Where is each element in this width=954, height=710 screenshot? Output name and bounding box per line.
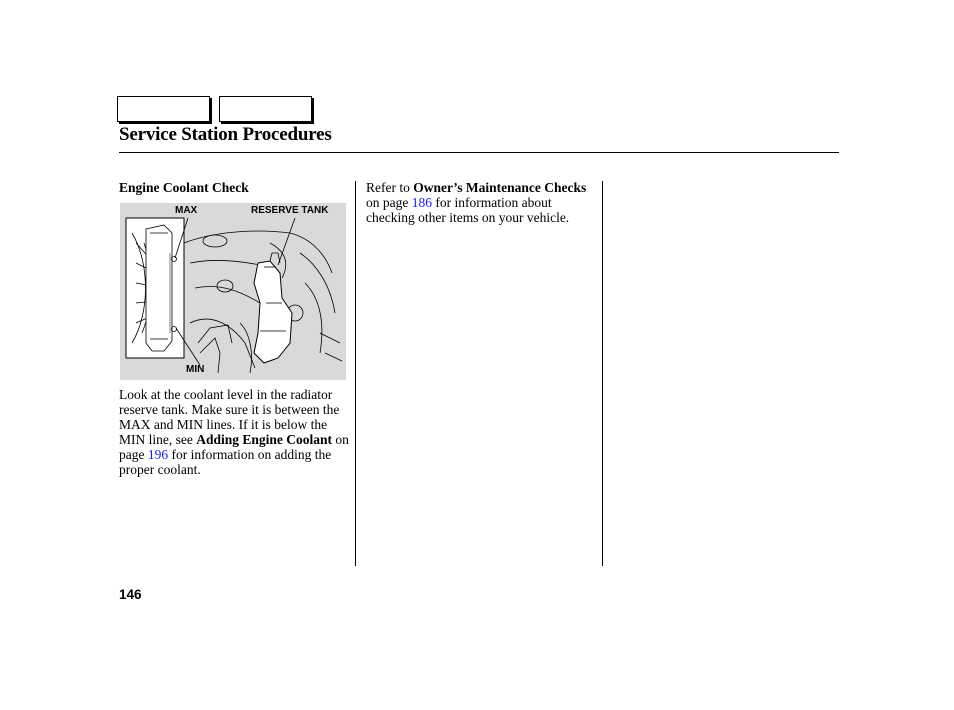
coolant-check-paragraph bbox=[119, 387, 349, 477]
adding-engine-coolant-ref: Adding Engine Coolant bbox=[196, 432, 333, 447]
nav-button-right[interactable] bbox=[219, 96, 312, 122]
min-label: MIN bbox=[186, 364, 205, 375]
reserve-tank-label: RESERVE TANK bbox=[251, 205, 329, 216]
column-divider-1 bbox=[355, 181, 356, 566]
text-segment: on page bbox=[366, 195, 412, 210]
page-title: Service Station Procedures bbox=[119, 124, 332, 145]
coolant-reserve-tank-figure bbox=[120, 203, 346, 380]
owners-maintenance-checks-ref: Owner’s Maintenance Checks bbox=[413, 180, 587, 195]
text-segment: Look at the coolant level in the radiator reserve tank. Make sure it is between the MAX and MIN lines. If it is below the MIN line, see bbox=[119, 387, 340, 447]
text-segment: Refer to bbox=[366, 180, 414, 195]
page-link-186[interactable]: 186 bbox=[411, 195, 432, 210]
text-segment: for information on adding the proper coolant. bbox=[119, 447, 332, 477]
page-number: 146 bbox=[119, 587, 142, 602]
max-label: MAX bbox=[175, 205, 198, 216]
text-segment: for information about checking other items on your vehicle. bbox=[366, 195, 570, 225]
engine-bay-illustration bbox=[120, 203, 346, 380]
maintenance-reference-paragraph bbox=[366, 180, 596, 225]
page-link-196[interactable]: 196 bbox=[147, 447, 169, 462]
nav-button-left[interactable] bbox=[117, 96, 210, 122]
text-segment: on page bbox=[119, 432, 349, 462]
column-divider-2 bbox=[602, 181, 603, 566]
title-divider bbox=[119, 152, 839, 153]
section-heading: Engine Coolant Check bbox=[119, 180, 249, 195]
